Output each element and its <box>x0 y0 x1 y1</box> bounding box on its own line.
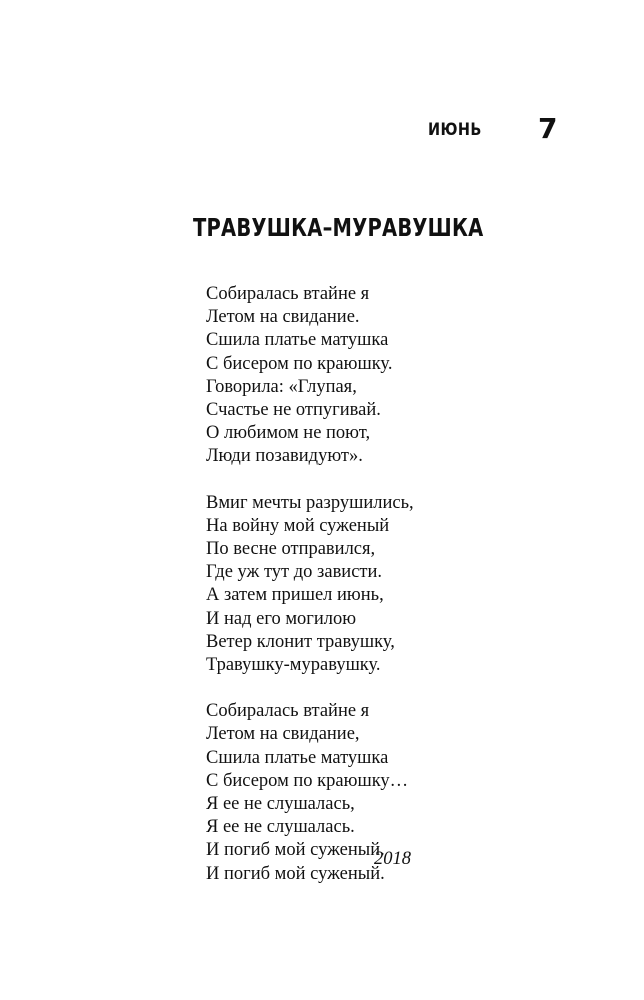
poem-title: ТРАВУШКА–МУРАВУШКА <box>193 213 484 242</box>
poem-line: Я ее не слушалась. <box>206 817 355 838</box>
poem-line: Люди позавидуют». <box>206 446 363 467</box>
poem-line: И над его могилою <box>206 608 357 629</box>
poem-line: Счастье не отпугивай. <box>206 400 381 421</box>
poem-line: С бисером по краюшку. <box>206 353 393 374</box>
poem-year: 2018 <box>374 849 411 869</box>
poem-line: Вмиг мечты разрушились, <box>206 492 414 513</box>
poem-line: А затем пришел июнь, <box>206 585 384 606</box>
poem-line: Я ее не слушалась, <box>206 794 355 815</box>
poem-line: Летом на свидание. <box>206 307 360 328</box>
poem-line: И погиб мой суженый. <box>206 863 385 884</box>
poem-line: Собиралась втайне я <box>206 701 370 722</box>
poem-body <box>206 283 414 909</box>
poem-line: Сшила платье матушка <box>206 330 389 351</box>
poem-line: Где уж тут до зависти. <box>206 562 383 583</box>
stanza-2 <box>206 492 414 678</box>
poem-line: Собиралась втайне я <box>206 284 370 304</box>
poem-line: О любимом не поют, <box>206 423 371 444</box>
section-name: ИЮНЬ <box>428 120 482 140</box>
poem-line: Сшила платье матушка <box>206 747 389 768</box>
poem-line: Ветер клонит травушку, <box>206 631 395 652</box>
poem-line: Травушку-муравушку. <box>206 655 381 676</box>
running-header <box>0 112 644 146</box>
poem-line: Говорила: «Глупая, <box>206 376 357 397</box>
stanza-1 <box>206 283 414 469</box>
poem-line: По весне отправился, <box>206 539 376 560</box>
page-number: 7 <box>538 112 558 145</box>
poem-line: И погиб мой суженый. <box>206 840 385 861</box>
poem-line: Летом на свидание, <box>206 724 360 745</box>
poem-line: На войну мой суженый <box>206 515 390 536</box>
poem-line: С бисером по краюшку… <box>206 770 409 791</box>
